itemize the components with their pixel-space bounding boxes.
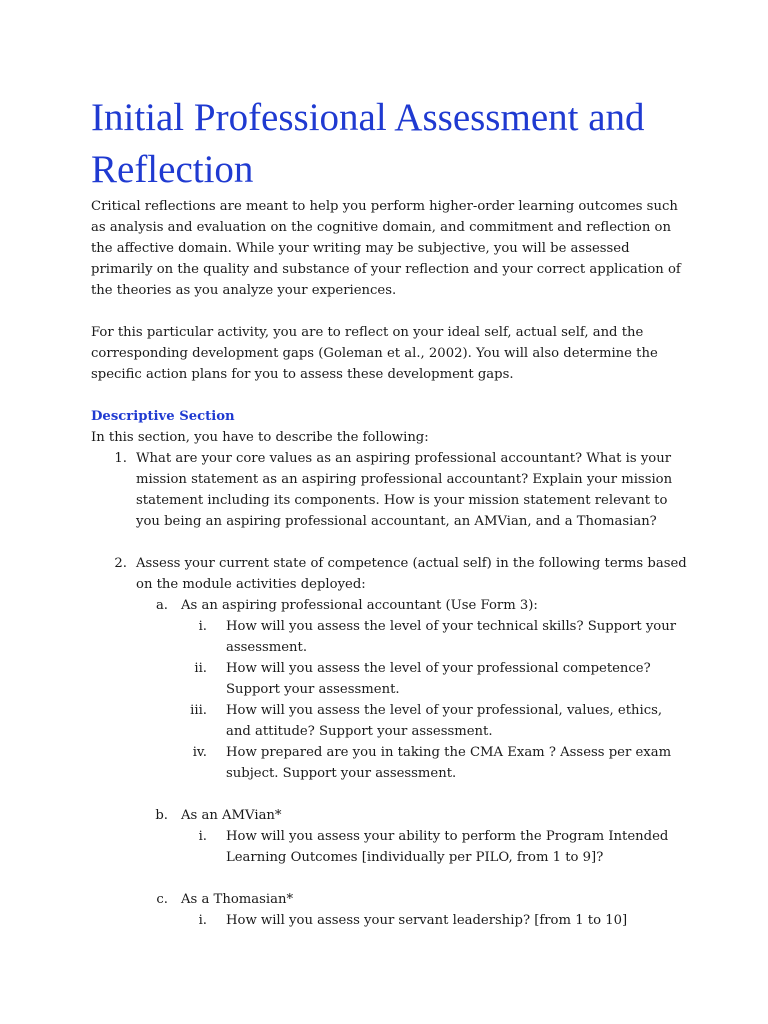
list-item-2 [91,553,687,595]
list-item-text: How will you assess your servant leadership? [from 1 to 10] [226,913,628,928]
section-intro: In this section, you have to describe the following: [91,430,429,445]
list-item-text: How will you assess the level of your professional, values, ethics, and attitude? Support your assessment. [226,703,663,739]
list-item-2c [136,889,687,910]
list-item-text: As a Thomasian* [181,892,294,907]
list-item-2a-i [181,616,687,658]
list-marker: 1. [114,451,127,466]
list-item-text: How will you assess the level of your professional competence? Support your assessment. [226,661,651,697]
list-marker: iv. [192,745,207,760]
list-item-text: Assess your current state of competence (actual self) in the following terms based on the module activities deployed: [136,556,687,592]
list-marker: i. [198,619,207,634]
document-title: Initial Professional Assessment and Reflection [91,96,645,191]
list-marker: ii. [194,661,207,676]
list-marker: b. [155,808,168,823]
list-item-text: How will you assess the level of your technical skills? Support your assessment. [226,619,677,655]
list-marker: a. [155,598,168,613]
list-item-1 [91,448,687,532]
list-item-text: As an AMVian* [181,808,282,823]
list-marker: 2. [114,556,127,571]
list-item-2a [136,595,687,616]
list-item-text: What are your core values as an aspiring professional accountant? What is your mission statement as an aspiring professional accountant? Explain your mission statement including its components. How is your mission statement relevant to you being an aspiring professional accountant, an AMVian, and a Thomasian? [136,451,673,529]
paragraph-activity-description: For this particular activity, you are to reflect on your ideal self, actual self, and the corresponding development gaps (Goleman et al., 2002). You will also determine the specific action plans for you to assess these development gaps. [91,325,658,382]
list-item-2a-iii [181,700,687,742]
list-item-text: How prepared are you in taking the CMA Exam ? Assess per exam subject. Support your assessment. [226,745,672,781]
list-item-2a-iv [181,742,687,784]
list-item-2b-i [181,826,687,868]
list-marker: iii. [190,703,207,718]
paragraph-critical-reflections: Critical reflections are meant to help you perform higher-order learning outcomes such as analysis and evaluation on the cognitive domain, and commitment and reflection on the affective domain. While your writing may be subjective, you will be assessed primarily on the quality and substance of your reflection and your correct application of the theories as you analyze your experiences. [91,199,681,298]
list-item-2a-ii [181,658,687,700]
list-item-text: As an aspiring professional accountant (Use Form 3): [181,598,538,613]
list-marker: i. [198,913,207,928]
list-item-2c-i [181,910,687,931]
list-marker: i. [198,829,207,844]
list-item-2b [136,805,687,826]
list-item-text: How will you assess your ability to perform the Program Intended Learning Outcomes [individually per PILO, from 1 to 9]? [226,829,669,865]
section-heading-descriptive: Descriptive Section [91,409,235,424]
list-marker: c. [156,892,168,907]
